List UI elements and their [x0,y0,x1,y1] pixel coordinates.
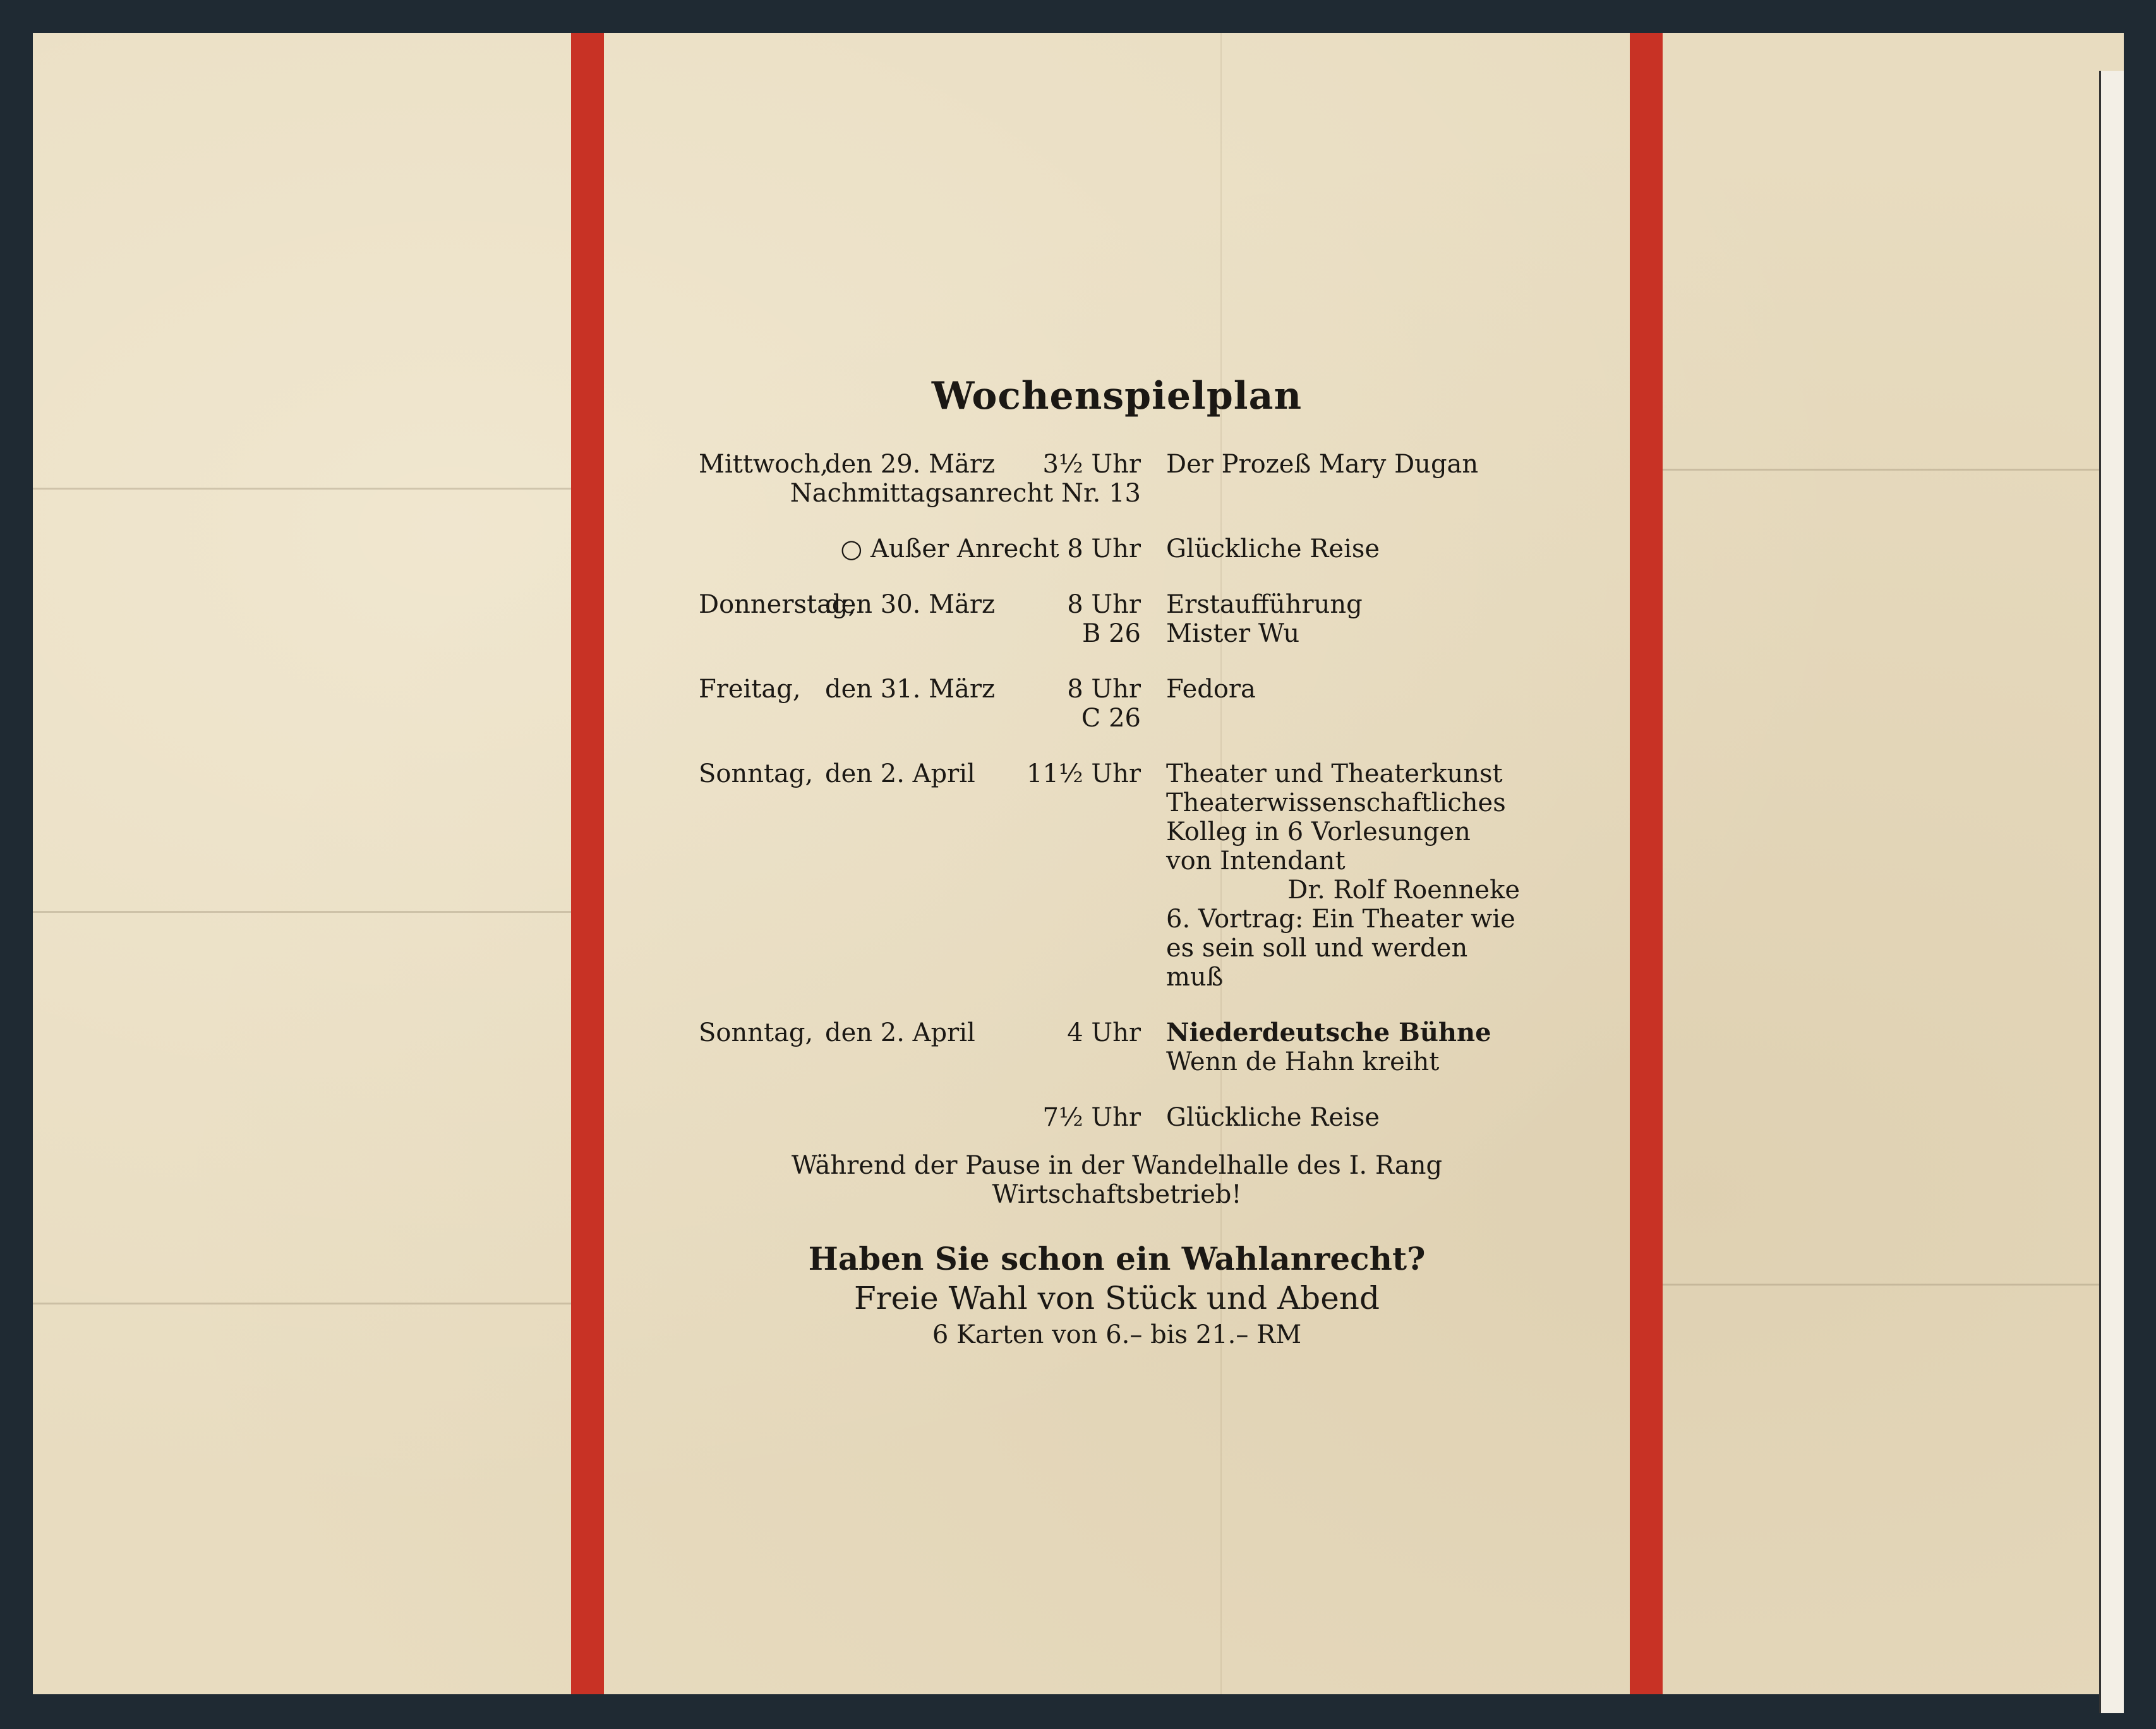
notice-line-2: Wirtschaftsbetrieb! [992,1180,1242,1209]
schedule-line [699,934,1533,963]
schedule-line [699,876,1533,905]
schedule-spacer [699,934,1141,963]
schedule-entry [699,675,1533,733]
schedule-note: Nachmittagsanrecht Nr. 13 [790,479,1141,508]
schedule-play: von Intendant [1166,846,1346,876]
schedule-date: den 30. März [825,590,996,619]
schedule-date: den 29. März [825,450,996,479]
red-stripe-right [1630,33,1663,1694]
red-stripe-left [571,33,604,1694]
divider [1663,469,2101,471]
page-title: Wochenspielplan [931,374,1303,418]
schedule-entry [699,590,1533,648]
schedule-spacer [699,876,1141,905]
schedule-spacer [699,788,1141,817]
schedule-line [699,675,1533,704]
schedule-spacer [699,963,1141,992]
left-faded-page [33,33,571,1694]
divider [1663,1284,2101,1286]
right-faded-page [1663,33,2101,1694]
schedule-note: ○ Außer Anrecht 8 Uhr [840,534,1141,563]
schedule-play: Kolleg in 6 Vorlesungen [1166,817,1471,846]
divider [33,488,571,490]
schedule-date: den 2. April [825,1018,975,1047]
schedule-line [699,817,1533,846]
schedule-time: 8 Uhr [1067,675,1141,704]
schedule-panel [604,33,1630,1694]
schedule-play: Der Prozeß Mary Dugan [1166,450,1479,479]
schedule-note: C 26 [1081,704,1141,733]
schedule-day: Donnerstag, [699,590,857,619]
schedule-spacer [699,1047,1141,1076]
schedule-time: 11½ Uhr [1027,759,1141,788]
schedule-line [699,905,1533,934]
schedule-play: Mister Wu [1166,619,1300,648]
schedule-entry [699,450,1533,508]
promo-headline: Haben Sie schon ein Wahlanrecht? [808,1240,1426,1277]
schedule-day: Mittwoch, [699,450,829,479]
schedule-day: Freitag, [699,675,801,704]
schedule-play: Niederdeutsche Bühne [1166,1018,1491,1047]
schedule-day: Sonntag, [699,759,814,788]
schedule-line [699,479,1533,508]
schedule-day: Sonntag, [699,1018,814,1047]
subscription-promo [604,1239,1630,1352]
schedule-note: B 26 [1081,619,1141,648]
schedule-play: Theaterwissenschaftliches [1166,788,1506,817]
promo-subline: Freie Wahl von Stück und Abend [853,1280,1380,1316]
schedule-play: Fedora [1166,675,1256,704]
schedule-play: muß [1166,963,1224,992]
schedule-entry [699,759,1533,992]
schedule-play: Theater und Theaterkunst [1166,759,1503,788]
schedule-line [699,759,1533,788]
notice-line-1: Während der Pause in der Wandelhalle des I. Rang [791,1151,1443,1180]
schedule-play: Glückliche Reise [1166,534,1380,563]
pause-notice [604,1151,1630,1209]
schedule-date: den 31. März [825,675,996,704]
schedule-line [699,1018,1533,1047]
schedule-line [699,590,1533,619]
schedule-list [699,450,1533,1159]
divider [33,1303,571,1304]
schedule-line [699,788,1533,817]
schedule-line [699,534,1533,563]
schedule-spacer [699,817,1141,846]
schedule-line [699,450,1533,479]
paper-fold [1220,33,1222,1694]
program-page [33,33,2124,1694]
schedule-line [699,704,1533,733]
schedule-entry [699,1103,1533,1132]
schedule-play: Dr. Rolf Roenneke [1287,876,1520,905]
schedule-play: Erstaufführung [1166,590,1363,619]
schedule-entry [699,534,1533,563]
schedule-line [699,1103,1533,1132]
schedule-play: 6. Vortrag: Ein Theater wie [1166,905,1515,934]
schedule-time: 3½ Uhr [1042,450,1141,479]
promo-prices: 6 Karten von 6.– bis 21.– RM [932,1320,1302,1349]
schedule-play: Glückliche Reise [1166,1103,1380,1132]
schedule-line [699,1047,1533,1076]
schedule-time: 4 Uhr [1067,1018,1141,1047]
schedule-line [699,846,1533,876]
schedule-spacer [699,905,1141,934]
schedule-line [699,963,1533,992]
schedule-line [699,619,1533,648]
schedule-play: Wenn de Hahn kreiht [1166,1047,1440,1076]
adjacent-page-edge [2099,71,2124,1713]
schedule-date: den 2. April [825,759,975,788]
schedule-note: 7½ Uhr [1042,1103,1141,1132]
schedule-time: 8 Uhr [1067,590,1141,619]
schedule-play: es sein soll und werden [1166,934,1468,963]
schedule-spacer [699,846,1141,876]
schedule-entry [699,1018,1533,1076]
divider [33,911,571,913]
